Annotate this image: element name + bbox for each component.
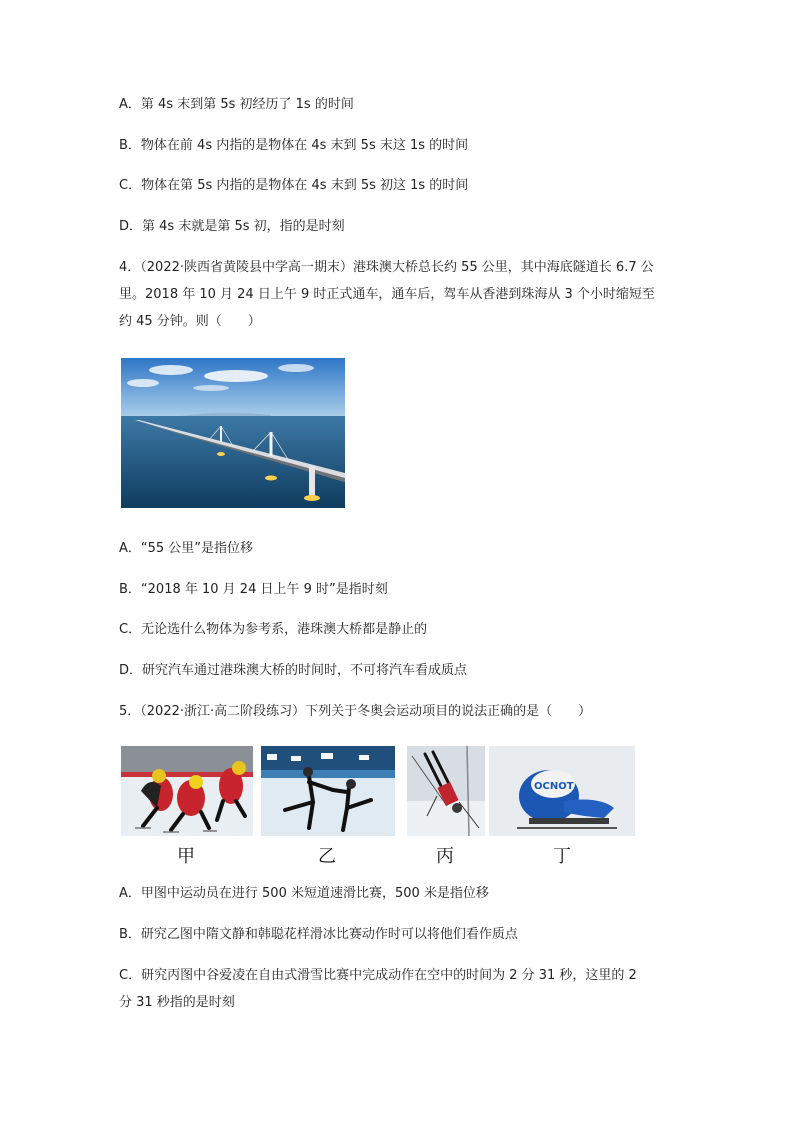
q4-option-c: C．无论选什么物体为参考系，港珠澳大桥都是静止的 bbox=[119, 622, 428, 637]
q4-option-b: B．“2018 年 10 月 24 日上午 9 时”是指时刻 bbox=[119, 582, 388, 597]
speed-skating-photo bbox=[121, 746, 253, 836]
figure-skating-photo bbox=[261, 746, 395, 836]
q4-option-a: A．“55 公里”是指位移 bbox=[119, 541, 254, 556]
q5-option-a: A．甲图中运动员在进行 500 米短道速滑比赛，500 米是指位移 bbox=[119, 886, 489, 901]
q5-option-c-line-2: 分 31 秒指的是时刻 bbox=[119, 995, 235, 1010]
caption-yi: 乙 bbox=[318, 846, 336, 867]
freestyle-skiing-photo bbox=[407, 746, 485, 836]
q3-option-c: C．物体在第 5s 内指的是物体在 4s 末到 5s 初这 1s 的时间 bbox=[119, 178, 469, 193]
q5-option-b: B．研究乙图中隋文静和韩聪花样滑冰比赛动作时可以将他们看作质点 bbox=[119, 927, 518, 942]
q3-option-d: D．第 4s 末就是第 5s 初，指的是时刻 bbox=[119, 219, 345, 234]
q4-stem-line-3: 约 45 分钟。则（ ） bbox=[119, 314, 261, 329]
q5-option-c-line-1: C．研究丙图中谷爱凌在自由式滑雪比赛中完成动作在空中的时间为 2 分 31 秒，这里的 2 bbox=[119, 968, 637, 983]
bridge-photo bbox=[121, 358, 345, 508]
caption-jia: 甲 bbox=[177, 846, 195, 867]
helmet-lettering: OCNOT bbox=[534, 781, 574, 792]
caption-bing: 丙 bbox=[436, 846, 454, 867]
q4-stem-line-2: 里。2018 年 10 月 24 日上午 9 时正式通车，通车后，驾车从香港到珠海从 3 个小时缩短至 bbox=[119, 287, 655, 302]
q4-stem-line-1: 4．（2022·陕西省黄陵县中学高一期末）港珠澳大桥总长约 55 公里，其中海底隧道长 6.7 公 bbox=[119, 260, 654, 275]
q5-stem: 5．（2022·浙江·高二阶段练习）下列关于冬奥会运动项目的说法正确的是（ ） bbox=[119, 704, 592, 719]
q3-option-b: B．物体在前 4s 内指的是物体在 4s 末到 5s 末这 1s 的时间 bbox=[119, 138, 469, 153]
skeleton-sled-photo bbox=[489, 746, 635, 836]
q3-option-a: A．第 4s 末到第 5s 初经历了 1s 的时间 bbox=[119, 97, 354, 112]
q4-option-d: D．研究汽车通过港珠澳大桥的时间时，不可将汽车看成质点 bbox=[119, 663, 468, 678]
caption-ding: 丁 bbox=[553, 846, 571, 867]
